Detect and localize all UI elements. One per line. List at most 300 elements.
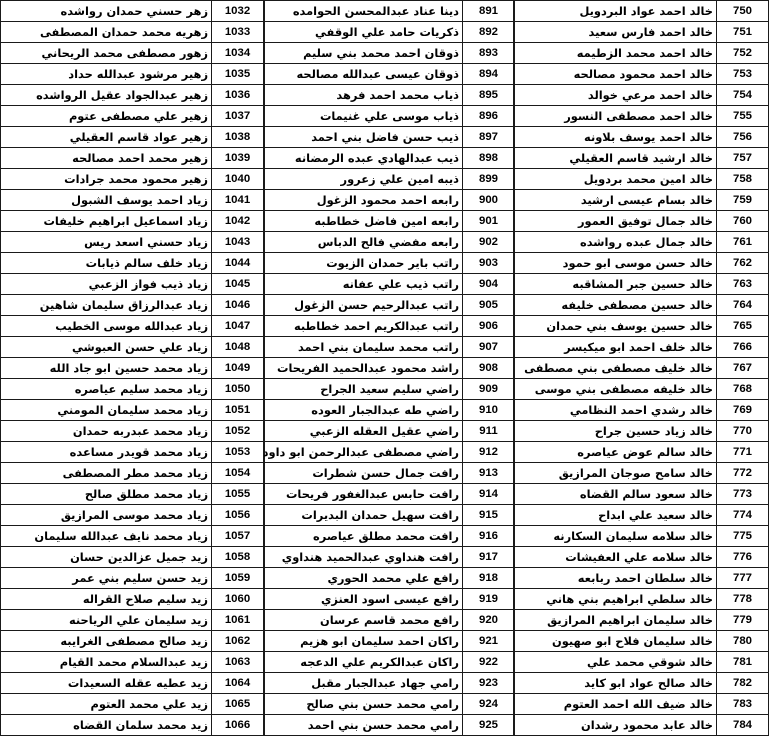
- row-number: 750: [717, 1, 769, 22]
- person-name: ذوقان احمد محمد بني سليم: [265, 43, 463, 64]
- person-name: زيد سليمان علي الرياحنه: [1, 610, 212, 631]
- table-row: [265, 358, 515, 379]
- person-name: راتب ذيب علي عفانه: [265, 274, 463, 295]
- table-row: [265, 85, 515, 106]
- row-number: 1059: [212, 568, 264, 589]
- row-number: 896: [463, 106, 515, 127]
- person-name: زياد محمد عبدربه حمدان: [1, 421, 212, 442]
- table-row: [1, 43, 264, 64]
- person-name: راضي عقيل العقله الزعبي: [265, 421, 463, 442]
- table-row: [514, 1, 769, 22]
- person-name: رافع محمد قاسم عرسان: [265, 610, 463, 631]
- person-name: ذياب موسى علي غنيمات: [265, 106, 463, 127]
- person-name: رافع عيسى اسود العنزي: [265, 589, 463, 610]
- row-number: 897: [463, 127, 515, 148]
- person-name: زياد خلف سالم ذيابات: [1, 253, 212, 274]
- row-number: 923: [463, 673, 515, 694]
- person-name: راتب محمد سليمان بني احمد: [265, 337, 463, 358]
- row-number: 763: [717, 274, 769, 295]
- table-row: [265, 421, 515, 442]
- row-number: 776: [717, 547, 769, 568]
- row-number: 1047: [212, 316, 264, 337]
- person-name: زياد اسماعيل ابراهيم خليفات: [1, 211, 212, 232]
- row-number: 1035: [212, 64, 264, 85]
- person-name: راتب باير حمدان الزيوت: [265, 253, 463, 274]
- row-number: 781: [717, 652, 769, 673]
- row-number: 908: [463, 358, 515, 379]
- table-row: [1, 253, 264, 274]
- row-number: 1056: [212, 505, 264, 526]
- table-row: [1, 631, 264, 652]
- row-number: 1061: [212, 610, 264, 631]
- person-name: خالد ارشيد قاسم العقيلي: [514, 148, 717, 169]
- person-name: خالد خلف احمد ابو ميكيسر: [514, 337, 717, 358]
- row-number: 1038: [212, 127, 264, 148]
- row-number: 1042: [212, 211, 264, 232]
- table-row: [514, 631, 769, 652]
- table-row: [514, 526, 769, 547]
- person-name: زهير عواد قاسم العقيلي: [1, 127, 212, 148]
- table-row: [514, 106, 769, 127]
- table-row: [1, 169, 264, 190]
- person-name: زياد احمد يوسف الشبول: [1, 190, 212, 211]
- person-name: رامي محمد حسن بني صالح: [265, 694, 463, 715]
- table-row: [514, 337, 769, 358]
- person-name: رابعه مفضي فالح الدباس: [265, 232, 463, 253]
- row-number: 909: [463, 379, 515, 400]
- table-row: [514, 274, 769, 295]
- table-row: [265, 610, 515, 631]
- row-number: 751: [717, 22, 769, 43]
- person-name: خالد سلطان احمد ربابعه: [514, 568, 717, 589]
- table-row: [265, 379, 515, 400]
- row-number: 1060: [212, 589, 264, 610]
- table-row: [1, 22, 264, 43]
- person-name: راضي مصطفى عبدالرحمن ابو داود: [265, 442, 463, 463]
- table-row: [514, 211, 769, 232]
- row-number: 777: [717, 568, 769, 589]
- table-row: [514, 673, 769, 694]
- table-row: [265, 148, 515, 169]
- person-name: خالد رشدي احمد النظامي: [514, 400, 717, 421]
- table-row: [1, 715, 264, 736]
- person-name: زيد محمد سلمان القضاه: [1, 715, 212, 736]
- person-name: خالد زياد حسين جراح: [514, 421, 717, 442]
- row-number: 917: [463, 547, 515, 568]
- table-row: [265, 526, 515, 547]
- row-number: 922: [463, 652, 515, 673]
- row-number: 764: [717, 295, 769, 316]
- table-row: [1, 148, 264, 169]
- row-number: 1032: [212, 1, 264, 22]
- row-number: 916: [463, 526, 515, 547]
- person-name: خالد امين محمد بردويل: [514, 169, 717, 190]
- person-name: زهير عبدالجواد عقيل الرواشده: [1, 85, 212, 106]
- row-number: 910: [463, 400, 515, 421]
- person-name: زيد حسن سليم بني عمر: [1, 568, 212, 589]
- table-row: [1, 211, 264, 232]
- row-number: 1066: [212, 715, 264, 736]
- person-name: خالد سلامه سليمان السكارنه: [514, 526, 717, 547]
- row-number: 1043: [212, 232, 264, 253]
- table-row: [1, 526, 264, 547]
- row-number: 753: [717, 64, 769, 85]
- row-number: 782: [717, 673, 769, 694]
- row-number: 901: [463, 211, 515, 232]
- row-number: 1053: [212, 442, 264, 463]
- table-row: [265, 22, 515, 43]
- table-row: [514, 400, 769, 421]
- person-name: زياد علي حسن العبوشي: [1, 337, 212, 358]
- row-number: 904: [463, 274, 515, 295]
- person-name: خالد سلامه علي العفيشات: [514, 547, 717, 568]
- table-row: [1, 232, 264, 253]
- table-row: [265, 463, 515, 484]
- person-name: زهير مرشود عبدالله حداد: [1, 64, 212, 85]
- table-row: [514, 295, 769, 316]
- row-number: 1045: [212, 274, 264, 295]
- row-number: 784: [717, 715, 769, 736]
- person-name: زياد عبدالرزاق سليمان شاهين: [1, 295, 212, 316]
- row-number: 755: [717, 106, 769, 127]
- table-row: [514, 421, 769, 442]
- table-row: [265, 568, 515, 589]
- table-row: [514, 64, 769, 85]
- row-number: 893: [463, 43, 515, 64]
- person-name: خالد سليمان فلاح ابو صهيون: [514, 631, 717, 652]
- row-number: 1052: [212, 421, 264, 442]
- row-number: 1058: [212, 547, 264, 568]
- table-row: [1, 610, 264, 631]
- row-number: 919: [463, 589, 515, 610]
- row-number: 899: [463, 169, 515, 190]
- person-name: زياد محمد نايف عبدالله سليمان: [1, 526, 212, 547]
- person-name: خالد احمد عواد البردويل: [514, 1, 717, 22]
- table-row: [514, 694, 769, 715]
- person-name: زيد عبدالسلام محمد القيام: [1, 652, 212, 673]
- table-row: [514, 484, 769, 505]
- person-name: خالد حسن موسى ابو حمود: [514, 253, 717, 274]
- table-row: [265, 295, 515, 316]
- table-row: [514, 148, 769, 169]
- person-name: خالد جمال توفيق العمور: [514, 211, 717, 232]
- row-number: 906: [463, 316, 515, 337]
- table-row: [265, 652, 515, 673]
- table-row: [514, 715, 769, 736]
- row-number: 771: [717, 442, 769, 463]
- table-row: [265, 274, 515, 295]
- table-row: [514, 358, 769, 379]
- person-name: خالد صالح عواد ابو كايد: [514, 673, 717, 694]
- table-row: [265, 1, 515, 22]
- row-number: 768: [717, 379, 769, 400]
- table-row: [1, 1, 264, 22]
- row-number: 1033: [212, 22, 264, 43]
- table-row: [514, 316, 769, 337]
- row-number: 900: [463, 190, 515, 211]
- table-row: [265, 589, 515, 610]
- person-name: رافت محمد مطلق عياصره: [265, 526, 463, 547]
- table-row: [265, 484, 515, 505]
- row-number: 1039: [212, 148, 264, 169]
- person-name: راكان احمد سليمان ابو هزيم: [265, 631, 463, 652]
- roster-rows: [262, 1, 515, 736]
- row-number: 1062: [212, 631, 264, 652]
- roster-table-750: [513, 0, 769, 736]
- roster-rows: [514, 1, 769, 736]
- table-row: [265, 505, 515, 526]
- person-name: زهير محمد احمد مصالحه: [1, 148, 212, 169]
- table-row: [265, 169, 515, 190]
- row-number: 760: [717, 211, 769, 232]
- table-row: [1, 694, 264, 715]
- table-row: [1, 316, 264, 337]
- table-row: [514, 652, 769, 673]
- row-number: 1051: [212, 400, 264, 421]
- person-name: خالد سليمان ابراهيم المرازيق: [514, 610, 717, 631]
- table-row: [265, 547, 515, 568]
- roster-table-891: [264, 0, 515, 736]
- person-name: خالد خليفه مصطفى بني موسى: [514, 379, 717, 400]
- row-number: 1065: [212, 694, 264, 715]
- person-name: خالد احمد يوسف بلاونه: [514, 127, 717, 148]
- person-name: زهريه محمد حمدان المصطفى: [1, 22, 212, 43]
- table-row: [1, 337, 264, 358]
- person-name: ذيبه امين علي زعرور: [265, 169, 463, 190]
- person-name: زهير علي مصطفى عتوم: [1, 106, 212, 127]
- row-number: 894: [463, 64, 515, 85]
- person-name: ذيب حسن فاضل بني احمد: [265, 127, 463, 148]
- person-name: راكان عبدالكريم علي الدعجه: [265, 652, 463, 673]
- person-name: رافت جمال حسن شطرات: [265, 463, 463, 484]
- table-row: [265, 211, 515, 232]
- row-number: 902: [463, 232, 515, 253]
- person-name: زياد محمد قويدر مساعده: [1, 442, 212, 463]
- person-name: خالد عابد محمود رشدان: [514, 715, 717, 736]
- person-name: زيد علي محمد العتوم: [1, 694, 212, 715]
- person-name: زياد محمد مطلق صالح: [1, 484, 212, 505]
- row-number: 921: [463, 631, 515, 652]
- table-row: [1, 106, 264, 127]
- table-row: [265, 400, 515, 421]
- person-name: راشد محمود عبدالحميد الفريحات: [265, 358, 463, 379]
- table-row: [514, 547, 769, 568]
- row-number: 907: [463, 337, 515, 358]
- person-name: راتب عبدالكريم احمد خطاطبه: [265, 316, 463, 337]
- row-number: 767: [717, 358, 769, 379]
- person-name: زياد محمد سليمان المومني: [1, 400, 212, 421]
- row-number: 1055: [212, 484, 264, 505]
- row-number: 775: [717, 526, 769, 547]
- table-row: [1, 568, 264, 589]
- table-row: [265, 337, 515, 358]
- table-row: [1, 421, 264, 442]
- row-number: 891: [463, 1, 515, 22]
- table-row: [265, 253, 515, 274]
- person-name: زهر حسني حمدان رواشده: [1, 1, 212, 22]
- person-name: زياد ذيب فواز الزعبي: [1, 274, 212, 295]
- person-name: خالد احمد فارس سعيد: [514, 22, 717, 43]
- row-number: 770: [717, 421, 769, 442]
- row-number: 774: [717, 505, 769, 526]
- table-row: [265, 715, 515, 736]
- person-name: رافع علي محمد الحوري: [265, 568, 463, 589]
- row-number: 759: [717, 190, 769, 211]
- row-number: 1044: [212, 253, 264, 274]
- person-name: رافت هنداوي عبدالحميد هنداوي: [265, 547, 463, 568]
- row-number: 1034: [212, 43, 264, 64]
- table-row: [514, 505, 769, 526]
- person-name: خالد حسين جبر المشاقبه: [514, 274, 717, 295]
- row-number: 766: [717, 337, 769, 358]
- row-number: 898: [463, 148, 515, 169]
- row-number: 783: [717, 694, 769, 715]
- table-row: [514, 442, 769, 463]
- table-row: [514, 127, 769, 148]
- row-number: 769: [717, 400, 769, 421]
- person-name: زياد محمد موسى المرازيق: [1, 505, 212, 526]
- table-row: [1, 463, 264, 484]
- table-row: [1, 505, 264, 526]
- person-name: ذوقان عيسى عبدالله مصالحه: [265, 64, 463, 85]
- person-name: زياد محمد مطر المصطفى: [1, 463, 212, 484]
- table-row: [514, 589, 769, 610]
- table-row: [1, 274, 264, 295]
- row-number: 778: [717, 589, 769, 610]
- person-name: ذيب عبدالهادي عبده الرمضانه: [265, 148, 463, 169]
- row-number: 924: [463, 694, 515, 715]
- table-row: [265, 190, 515, 211]
- table-row: [514, 22, 769, 43]
- table-row: [265, 631, 515, 652]
- person-name: خالد سلطي ابراهيم بني هاني: [514, 589, 717, 610]
- person-name: رابعه احمد محمود الزغول: [265, 190, 463, 211]
- row-number: 1063: [212, 652, 264, 673]
- table-row: [514, 568, 769, 589]
- row-number: 912: [463, 442, 515, 463]
- row-number: 1037: [212, 106, 264, 127]
- person-name: خالد حسين يوسف بني حمدان: [514, 316, 717, 337]
- person-name: رابعه امين فاضل خطاطبه: [265, 211, 463, 232]
- table-row: [514, 253, 769, 274]
- table-row: [265, 673, 515, 694]
- row-number: 761: [717, 232, 769, 253]
- table-row: [1, 64, 264, 85]
- person-name: خالد بسام عيسى ارشيد: [514, 190, 717, 211]
- row-number: 1046: [212, 295, 264, 316]
- table-row: [1, 442, 264, 463]
- person-name: رامي محمد حسن بني احمد: [265, 715, 463, 736]
- table-row: [265, 442, 515, 463]
- row-number: 772: [717, 463, 769, 484]
- table-row: [514, 232, 769, 253]
- person-name: دينا عناد عبدالمحسن الحوامده: [265, 1, 463, 22]
- person-name: زياد عبدالله موسى الخطيب: [1, 316, 212, 337]
- person-name: راضي سليم سعيد الجراح: [265, 379, 463, 400]
- row-number: 911: [463, 421, 515, 442]
- table-row: [1, 547, 264, 568]
- table-row: [1, 127, 264, 148]
- row-number: 920: [463, 610, 515, 631]
- person-name: زيد جميل عزالدين حسان: [1, 547, 212, 568]
- table-row: [514, 169, 769, 190]
- person-name: خالد سالم عوض عياصره: [514, 442, 717, 463]
- person-name: زهور مصطفى محمد الريحاني: [1, 43, 212, 64]
- row-number: 1054: [212, 463, 264, 484]
- table-row: [265, 64, 515, 85]
- person-name: رافت حابس عبدالغفور فريحات: [265, 484, 463, 505]
- table-row: [514, 43, 769, 64]
- table-row: [1, 673, 264, 694]
- row-number: 1040: [212, 169, 264, 190]
- person-name: خالد خليف مصطفى بني مصطفى: [514, 358, 717, 379]
- table-row: [1, 379, 264, 400]
- row-number: 918: [463, 568, 515, 589]
- person-name: ذكريات حامد علي الوقفي: [265, 22, 463, 43]
- person-name: زيد عطيه عقله السعيدات: [1, 673, 212, 694]
- person-name: خالد احمد محمود مصالحه: [514, 64, 717, 85]
- row-number: 762: [717, 253, 769, 274]
- person-name: خالد سامح صوجان المرازيق: [514, 463, 717, 484]
- row-number: 892: [463, 22, 515, 43]
- person-name: راتب عبدالرحيم حسن الزغول: [265, 295, 463, 316]
- table-row: [265, 43, 515, 64]
- person-name: خالد ضيف الله احمد العتوم: [514, 694, 717, 715]
- person-name: زهير محمود محمد جرادات: [1, 169, 212, 190]
- table-row: [1, 400, 264, 421]
- person-name: ذياب محمد احمد فرهد: [265, 85, 463, 106]
- table-row: [265, 694, 515, 715]
- row-number: 765: [717, 316, 769, 337]
- table-row: [1, 484, 264, 505]
- row-number: 780: [717, 631, 769, 652]
- table-row: [1, 295, 264, 316]
- person-name: خالد احمد محمد الزطيمه: [514, 43, 717, 64]
- row-number: 1036: [212, 85, 264, 106]
- row-number: 1057: [212, 526, 264, 547]
- person-name: زياد حسني اسعد ريس: [1, 232, 212, 253]
- roster-table-1032: [0, 0, 264, 736]
- table-row: [1, 358, 264, 379]
- person-name: زيد سليم صلاح القراله: [1, 589, 212, 610]
- row-number: 752: [717, 43, 769, 64]
- row-number: 779: [717, 610, 769, 631]
- row-number: 925: [463, 715, 515, 736]
- table-row: [514, 610, 769, 631]
- roster-rows: [1, 1, 264, 736]
- person-name: خالد جمال عبده رواشده: [514, 232, 717, 253]
- table-row: [1, 589, 264, 610]
- person-name: رامي جهاد عبدالجبار مقبل: [265, 673, 463, 694]
- table-row: [265, 232, 515, 253]
- row-number: 913: [463, 463, 515, 484]
- person-name: خالد سعود سالم القضاه: [514, 484, 717, 505]
- table-row: [514, 190, 769, 211]
- person-name: خالد شوقي محمد علي: [514, 652, 717, 673]
- person-name: زياد محمد حسين ابو جاد الله: [1, 358, 212, 379]
- row-number: 903: [463, 253, 515, 274]
- row-number: 915: [463, 505, 515, 526]
- row-number: 905: [463, 295, 515, 316]
- person-name: خالد احمد مرعي خوالد: [514, 85, 717, 106]
- person-name: خالد احمد مصطفى النسور: [514, 106, 717, 127]
- row-number: 773: [717, 484, 769, 505]
- table-row: [1, 652, 264, 673]
- table-row: [1, 190, 264, 211]
- table-row: [1, 85, 264, 106]
- person-name: زيد صالح مصطفى الغرايبه: [1, 631, 212, 652]
- row-number: 758: [717, 169, 769, 190]
